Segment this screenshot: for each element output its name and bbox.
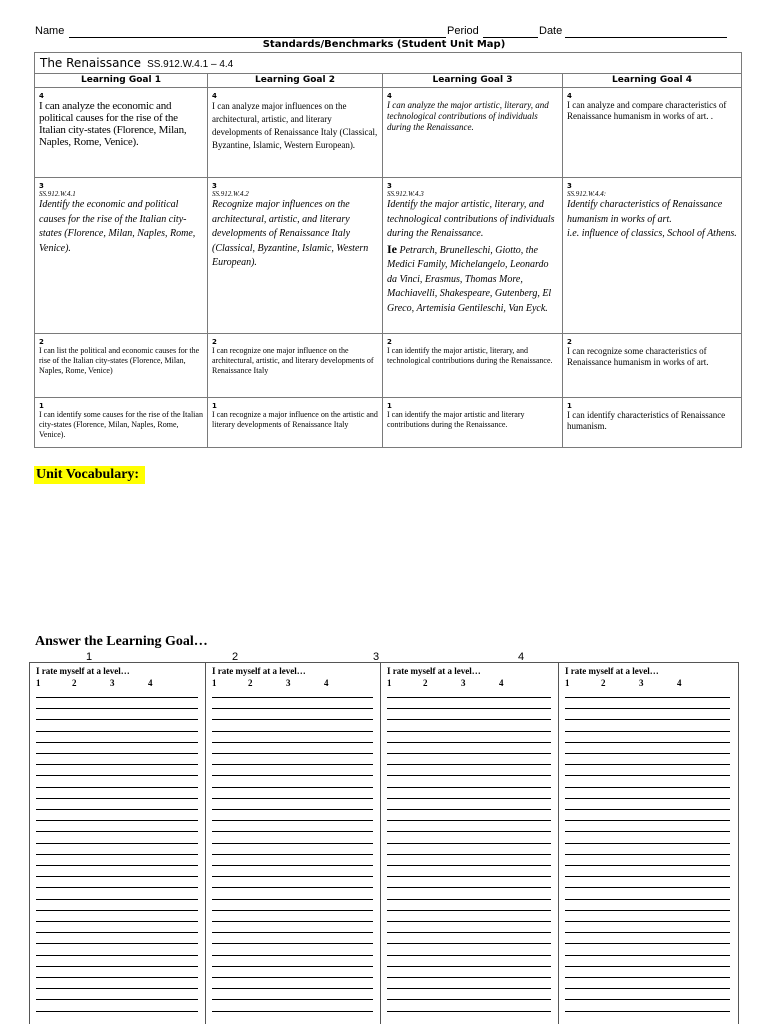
writing-line[interactable] [565,742,730,743]
writing-line[interactable] [212,899,373,900]
writing-line[interactable] [565,910,730,911]
writing-line[interactable] [212,999,373,1000]
writing-line[interactable] [212,887,373,888]
rating-option[interactable]: 1 [387,678,392,688]
writing-line[interactable] [565,764,730,765]
writing-line[interactable] [387,887,551,888]
writing-line[interactable] [387,876,551,877]
writing-line[interactable] [36,955,198,956]
writing-line[interactable] [36,809,198,810]
rating-option[interactable]: 1 [212,678,217,688]
writing-line[interactable] [36,719,198,720]
writing-line[interactable] [565,943,730,944]
writing-line[interactable] [212,932,373,933]
level-cell [208,334,383,398]
level-number: 1 [567,402,572,410]
writing-line[interactable] [36,999,198,1000]
writing-line[interactable] [36,831,198,832]
writing-line[interactable] [387,697,551,698]
rating-option[interactable]: 2 [423,678,428,688]
writing-line[interactable] [565,876,730,877]
writing-line[interactable] [212,775,373,776]
writing-line[interactable] [212,697,373,698]
unit-name: The Renaissance [40,56,142,70]
writing-line[interactable] [565,977,730,978]
writing-line[interactable] [565,932,730,933]
level-cell [35,178,208,334]
level-text: I can analyze major influences on the architectural, artistic, and literary developments of Renaissance Italy (Classical, Byzantine, Islamic, Western European). [212,101,378,150]
writing-line[interactable] [387,787,551,788]
writing-line[interactable] [36,764,198,765]
level-number: 3 [387,182,392,190]
benchmark-code: SS.912.W.4.4: [567,190,607,198]
writing-line[interactable] [565,787,730,788]
writing-line[interactable] [387,921,551,922]
rating-option[interactable]: 3 [461,678,466,688]
level-cell [563,88,742,178]
writing-line[interactable] [212,977,373,978]
level-number: 4 [567,92,572,100]
writing-line[interactable] [387,843,551,844]
rating-option[interactable]: 2 [601,678,606,688]
writing-line[interactable] [387,708,551,709]
goal-header: Learning Goal 4 [563,74,742,88]
writing-line[interactable] [212,966,373,967]
level-cell [383,88,563,178]
level-text: I can identify the major artistic, literary, and technological contributions during the Renaissance. [387,346,553,365]
writing-line[interactable] [387,775,551,776]
level-cell [35,398,208,448]
level-text: Identify characteristics of Renaissance humanism in works of art. [567,199,723,225]
writing-line[interactable] [387,731,551,732]
writing-line[interactable] [565,831,730,832]
writing-line[interactable] [212,742,373,743]
writing-line[interactable] [565,719,730,720]
writing-line[interactable] [36,921,198,922]
level-cell [208,88,383,178]
writing-line[interactable] [387,988,551,989]
writing-line[interactable] [212,921,373,922]
writing-line[interactable] [36,943,198,944]
writing-line[interactable] [565,753,730,754]
writing-line[interactable] [36,966,198,967]
writing-line[interactable] [387,899,551,900]
benchmark-code: SS.912.W.4.1 [39,190,76,198]
level-text: I can list the political and economic causes for the rise of the Italian city-states (Florence, Milan, Naples, Rome, Venice) [39,346,200,375]
level-cell [563,398,742,448]
level-number: 2 [39,338,44,346]
writing-line[interactable] [36,977,198,978]
unit-row [35,53,742,74]
writing-line[interactable] [36,798,198,799]
rating-option[interactable]: 4 [677,678,682,688]
writing-line[interactable] [565,955,730,956]
writing-line[interactable] [212,708,373,709]
writing-line[interactable] [212,731,373,732]
writing-line[interactable] [36,843,198,844]
writing-line[interactable] [565,921,730,922]
level-3-row [35,178,742,334]
level-number: 2 [387,338,392,346]
period-label: Period [447,25,479,37]
level-text: I can recognize one major influence on the architectural, artistic, and literary developments of Renaissance Italy [212,346,374,375]
date-label: Date [539,25,563,37]
benchmark-code: SS.912.W.4.2 [212,190,249,198]
level-examples: i.e. influence of classics, School of Athens. [567,228,737,239]
writing-line[interactable] [36,775,198,776]
goal-header: Learning Goal 3 [383,74,563,88]
rating-option[interactable]: 3 [639,678,644,688]
rating-option[interactable]: 3 [110,678,115,688]
level-1-row [35,398,742,448]
rating-option[interactable]: 4 [499,678,504,688]
writing-line[interactable] [565,843,730,844]
level-cell [35,334,208,398]
standards-title: Standards/Benchmarks (Student Unit Map) [262,39,506,50]
unit-vocabulary-heading: Unit Vocabulary: [34,466,145,484]
answer-column [30,663,206,1024]
name-field[interactable] [69,37,446,38]
writing-line[interactable] [36,708,198,709]
level-cell [383,334,563,398]
level-number: 4 [387,92,392,100]
level-text: I can analyze the economic and political causes for the rise of the Italian city-states (Florence, Milan, Naples, Rome, Venice). [39,100,187,148]
answer-goal-number: 2 [232,651,239,663]
writing-line[interactable] [212,910,373,911]
writing-line[interactable] [565,988,730,989]
writing-line[interactable] [387,831,551,832]
writing-line[interactable] [387,854,551,855]
writing-line[interactable] [36,932,198,933]
writing-line[interactable] [387,1011,551,1012]
writing-line[interactable] [36,697,198,698]
level-text: I can identify characteristics of Renaissance humanism. [567,410,726,431]
level-number: 4 [39,92,44,100]
level-number: 2 [212,338,217,346]
level-cell [383,398,563,448]
writing-line[interactable] [212,831,373,832]
level-cell [563,178,742,334]
level-text: I can analyze the major artistic, literary, and technological contributions of individuals during the Renaissance. [387,100,549,132]
writing-line[interactable] [212,1011,373,1012]
writing-line[interactable] [212,787,373,788]
writing-line[interactable] [387,932,551,933]
writing-line[interactable] [212,809,373,810]
writing-line[interactable] [387,798,551,799]
writing-line[interactable] [565,966,730,967]
writing-line[interactable] [387,865,551,866]
writing-line[interactable] [212,798,373,799]
writing-line[interactable] [36,787,198,788]
answer-area [29,662,739,1024]
goal-header-row [35,74,742,88]
writing-line[interactable] [212,854,373,855]
writing-line[interactable] [387,966,551,967]
writing-line[interactable] [565,697,730,698]
level-4-row [35,88,742,178]
rating-prompt: I rate myself at a level… [36,666,130,676]
writing-line[interactable] [36,854,198,855]
writing-line[interactable] [565,854,730,855]
writing-line[interactable] [212,865,373,866]
level-examples [387,242,558,317]
date-field[interactable] [565,37,727,38]
writing-line[interactable] [212,820,373,821]
writing-line[interactable] [36,899,198,900]
writing-line[interactable] [212,764,373,765]
writing-line[interactable] [565,809,730,810]
name-label: Name [35,25,65,37]
level-number: 3 [567,182,572,190]
level-text: I can recognize some characteristics of Renaissance humanism in works of art. [567,346,709,367]
writing-line[interactable] [387,999,551,1000]
rating-option[interactable]: 4 [324,678,329,688]
writing-line[interactable] [387,910,551,911]
rating-option[interactable]: 3 [286,678,291,688]
unit-cell [35,53,742,74]
level-cell [563,334,742,398]
goal-header: Learning Goal 1 [35,74,208,88]
unit-code: SS.912.W.4.1 – 4.4 [147,59,234,70]
level-number: 3 [212,182,217,190]
writing-line[interactable] [36,742,198,743]
writing-line[interactable] [565,1011,730,1012]
level-cell [208,398,383,448]
answer-column [559,663,738,1024]
answer-goal-number: 1 [86,651,93,663]
writing-line[interactable] [387,977,551,978]
level-number: 3 [39,182,44,190]
writing-line[interactable] [387,764,551,765]
writing-line[interactable] [212,753,373,754]
rating-prompt: I rate myself at a level… [565,666,659,676]
level-cell [35,88,208,178]
level-number: 4 [212,92,217,100]
writing-line[interactable] [387,742,551,743]
answer-heading: Answer the Learning Goal… [35,634,208,649]
writing-line[interactable] [565,775,730,776]
writing-line[interactable] [212,943,373,944]
level-text: I can identify some causes for the rise of the Italian city-states (Florence, Milan, Naples, Rome, Venice). [39,410,203,439]
rating-option[interactable]: 1 [565,678,570,688]
writing-line[interactable] [565,708,730,709]
level-text: I can analyze and compare characteristics of Renaissance humanism in works of art. . [567,100,727,121]
level-number: 1 [387,402,392,410]
unit-map-table [34,52,742,448]
level-text: I can recognize a major influence on the artistic and literary developments of Renaissance Italy [212,410,378,429]
writing-line[interactable] [565,999,730,1000]
writing-line[interactable] [36,876,198,877]
writing-line[interactable] [36,753,198,754]
rating-prompt: I rate myself at a level… [387,666,481,676]
rating-prompt: I rate myself at a level… [212,666,306,676]
writing-line[interactable] [565,798,730,799]
answer-goal-number: 4 [518,651,525,663]
writing-line[interactable] [36,865,198,866]
writing-line[interactable] [387,719,551,720]
writing-line[interactable] [212,843,373,844]
writing-line[interactable] [36,988,198,989]
writing-line[interactable] [36,1011,198,1012]
level-number: 1 [212,402,217,410]
writing-line[interactable] [387,943,551,944]
ie-prefix: Ie [387,241,397,256]
rating-option[interactable]: 2 [72,678,77,688]
writing-line[interactable] [565,820,730,821]
writing-line[interactable] [387,820,551,821]
writing-line[interactable] [565,899,730,900]
writing-line[interactable] [212,988,373,989]
answer-goal-number: 3 [373,651,380,663]
writing-line[interactable] [565,887,730,888]
writing-line[interactable] [212,719,373,720]
writing-line[interactable] [36,910,198,911]
period-field[interactable] [483,37,538,38]
level-text: Recognize major influences on the architectural, artistic, and literary developments of Renaissance Italy (Classical, Byzantine, Islamic, Western European). [212,199,369,268]
writing-line[interactable] [36,887,198,888]
answer-column [206,663,381,1024]
answer-column [381,663,559,1024]
writing-line[interactable] [212,876,373,877]
writing-line[interactable] [565,731,730,732]
rating-option[interactable]: 1 [36,678,41,688]
rating-option[interactable]: 4 [148,678,153,688]
level-2-row [35,334,742,398]
level-number: 2 [567,338,572,346]
level-text: Identify the major artistic, literary, and technological contributions of individuals during the Renaissance. [387,199,555,239]
writing-line[interactable] [36,820,198,821]
writing-line[interactable] [212,955,373,956]
writing-line[interactable] [565,865,730,866]
level-text: Identify the economic and political causes for the rise of the Italian city-states (Florence, Milan, Naples, Rome, Venice). [39,199,196,254]
benchmark-code: SS.912.W.4.3 [387,190,424,198]
level-number: 1 [39,402,44,410]
examples-text: Petrarch, Brunelleschi, Giotto, the Medici Family, Michelangelo, Leonardo da Vinci, Erasmus, Thomas More, Machiavelli, Shakespeare, Gutenberg, El Greco, Artemisia Gentileschi, Van Eyck. [387,244,552,314]
level-text: I can identify the major artistic and literary contributions during the Renaissance. [387,410,525,429]
level-cell [208,178,383,334]
writing-line[interactable] [387,753,551,754]
writing-line[interactable] [36,731,198,732]
writing-line[interactable] [387,955,551,956]
goal-header: Learning Goal 2 [208,74,383,88]
level-cell [383,178,563,334]
rating-option[interactable]: 2 [248,678,253,688]
writing-line[interactable] [387,809,551,810]
